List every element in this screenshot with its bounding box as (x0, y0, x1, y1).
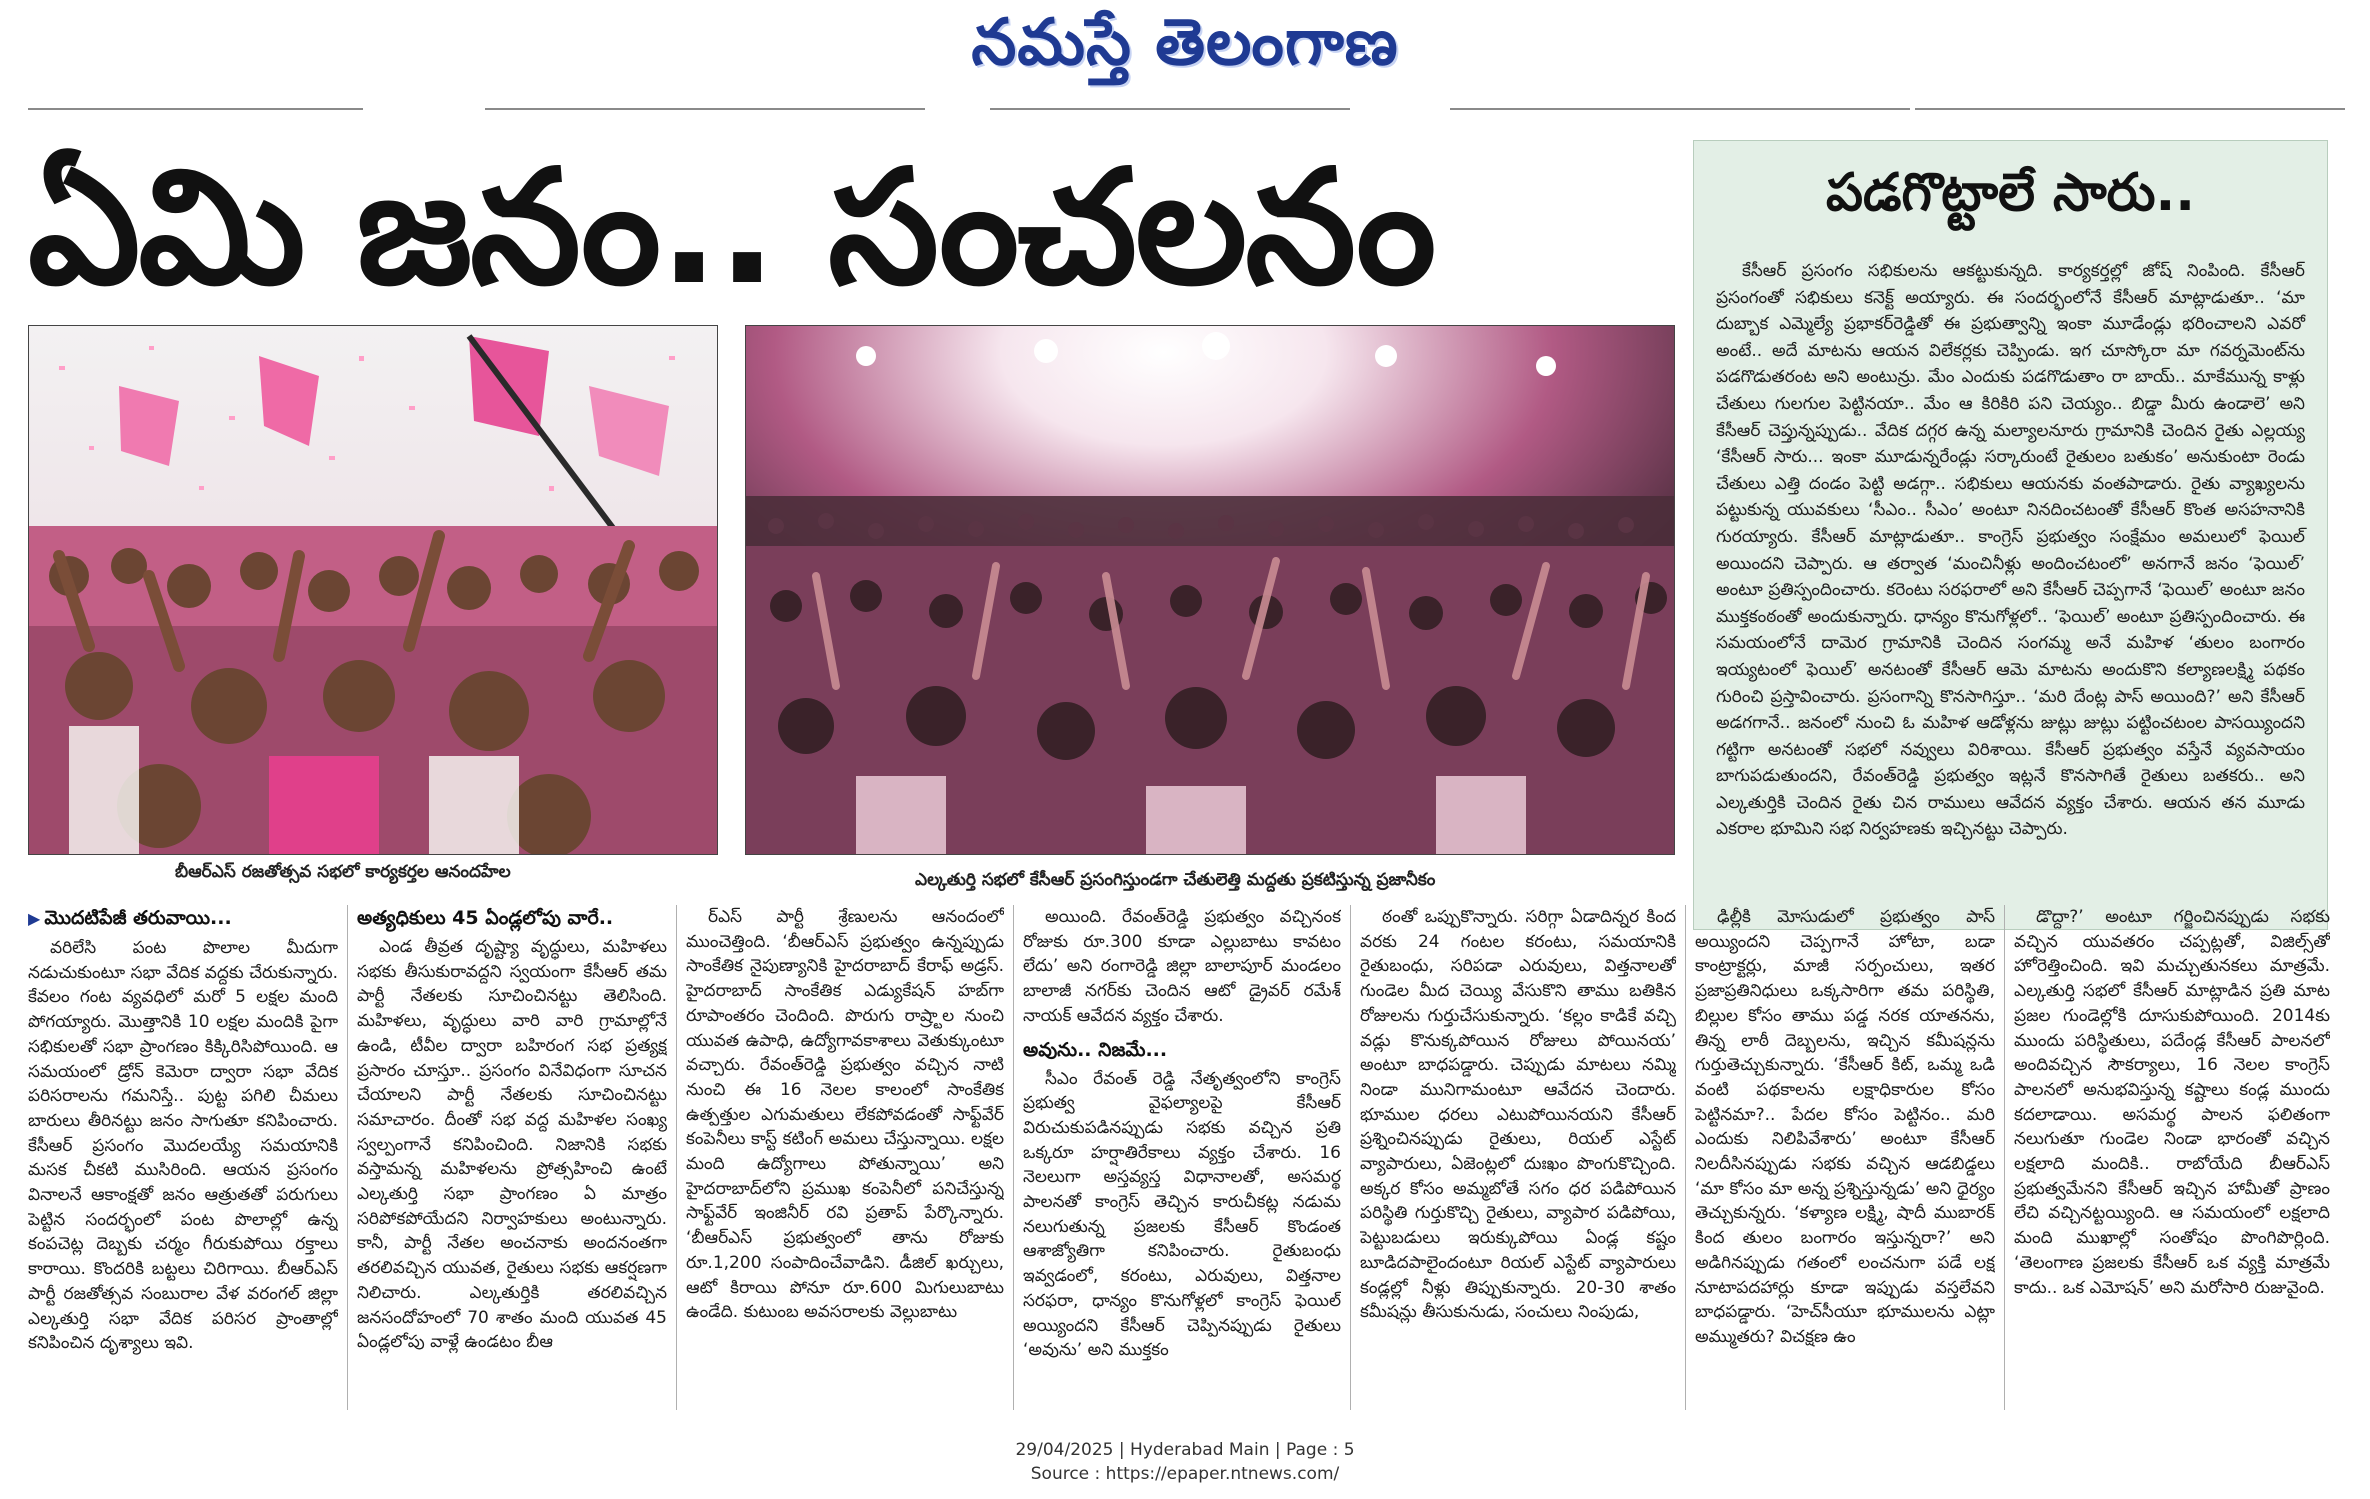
column-text: ఎండ తీవ్రత దృష్ట్యా వృద్ధులు, మహిళలు సభకు తీసుకురావద్దని స్వయంగా కేసీఆర్ తమ పార్టీ నేతలకు సూచించినట్టు తెలిసింది. మహిళలు, వృద్ధులు వారి వారి గ్రామాల్లోనే ఉండి, టీవీల ద్వారా బహిరంగ సభ ప్రత్యక్ష ప్రసారం చూస్తూ.. ప్రసంగం వినేవిధంగా సూచన చేయాలని పార్టీ నేతలకు సూచించినట్టు సమాచారం. దీంతో సభ వద్ద మహిళల సంఖ్య స్వల్పంగానే కనిపించింది. నిజానికి సభకు వస్తామన్న మహిళలను ప్రోత్సహించి ఉంటే ఎల్కతుర్తి సభా ప్రాంగణం ఏ మాత్రం సరిపోకపోయేదని నిర్వాహకులు అంటున్నారు. కానీ, పార్టీ నేతల అంచనాకు అందనంతగా తరలివచ్చిన యువత, రైతులు సభకు ఆకర్షణగా నిలిచారు. ఎల్కతుర్తికి తరలివచ్చిన జనసందోహంలో 70 శాతం మంది యువత 45 ఏండ్లలోపు వాళ్లే ఉండటం బీఆ (357, 937, 667, 1353)
article-column (686, 905, 1004, 1415)
divider (990, 108, 1350, 110)
sidebar-story (1693, 140, 2328, 930)
sidebar-headline: పడగొట్టాలే సారు.. (1826, 163, 2195, 223)
article-column (1695, 905, 1995, 1415)
page-footer-source: Source : https://epaper.ntnews.com/ (1030, 1464, 1340, 1484)
column-text: వరిలేసి పంట పొలాల మీదుగా నడుచుకుంటూ సభా వేదిక వద్దకు చేరుకున్నారు. కేవలం గంట వ్యవధిలో మరో 5 లక్షల మంది పోగయ్యారు. మొత్తానికి 10 లక్షల మందికి పైగా సభికులతో సభా ప్రాంగణం కిక్కిరిసిపోయింది. ఆ సమయంలో డ్రోన్ కెమెరా ద్వారా సభా వేదిక పరిసరాలను గమనిస్తే.. పుట్ట పగిలి చీమలు బారులు తీరినట్టు జనం సాగుతూ కనిపించారు. కేసీఆర్ ప్రసంగం మొదలయ్యే సమయానికి మసక చీకటి ముసిరింది. ఆయన ప్రసంగం వినాలనే ఆకాంక్షతో జనం ఆత్రుతతో పరుగులు పెట్టిన సందర్భంలో పంట పొలాల్లో ఉన్న కంపచెట్ల దెబ్బకు చర్మం గీరుకుపోయి రక్తాలు కారాయి. కొందరికి బట్టలు చిరిగాయి. బీఆర్ఎస్ పార్టీ రజతోత్సవ సంబురాల వేళ వరంగల్ జిల్లా ఎల్కతుర్తి సభా వేదిక పరిసర ప్రాంతాల్లో కనిపించిన దృశ్యాలు ఇవి. (28, 938, 338, 1354)
subhead-text: మొదటిపేజీ తరువాయి... (44, 907, 232, 929)
column-divider (1685, 905, 1686, 1410)
main-headline: ఏమి జనం.. సంచలనం (28, 136, 1435, 320)
column-divider (1013, 905, 1014, 1410)
article-column (1023, 905, 1341, 1415)
page-footer-date: 29/04/2025 | Hyderabad Main | Page : 5 (1015, 1440, 1355, 1460)
night-rally-crowd-image (746, 326, 1674, 854)
divider (1450, 108, 1910, 110)
column-subhead: అవును.. నిజమే... (1023, 1038, 1168, 1061)
divider (485, 108, 925, 110)
photo-night-rally-crowd (745, 325, 1675, 855)
article-column (1360, 905, 1676, 1415)
column-text: సీఎం రేవంత్ రెడ్డి నేతృత్వంలోని కాంగ్రెస్ ప్రభుత్వ వైఫల్యాలపై కేసీఆర్ విరుచుకుపడినప్పుడు సభకు వచ్చిన ప్రతి ఒక్కరూ హర్షాతిరేకాలు వ్యక్తం చేశారు. 16 నెలలుగా అస్తవ్యస్త విధానాలతో, అసమర్థ పాలనతో కాంగ్రెస్ తెచ్చిన కారుచీకట్ల నడుమ నలుగుతున్న ప్రజలకు కేసీఆర్ కొండంత ఆశాజ్యోతిగా కనిపించారు. రైతుబంధు ఇవ్వడంలో, కరంటు, ఎరువులు, విత్తనాల సరఫరా, ధాన్యం కొనుగోళ్లలో కాంగ్రెస్ ఫెయిల్ అయ్యిందని కేసీఆర్ చెప్పినప్పుడు రైతులు ‘అవును’ అని ముక్తకం (1023, 1068, 1341, 1361)
column-divider (2004, 905, 2005, 1410)
column-text: ఢిల్లీకి మోసుడులో ప్రభుత్వం పాస్ అయ్యిందని చెప్పగానే హోటా, బడా కాంట్రాక్టర్లు, మాజీ సర్పంచులు, ఇతర ప్రజాప్రతినిధులు ఒక్కసారిగా తమ పరిస్థితి, బిల్లుల కోసం తాము పడ్డ నరక యాతనను, తిన్న లాఠీ దెబ్బలను, ఇచ్చిన కమీషన్లను గుర్తుతెచ్చుకున్నారు. ‘కేసీఆర్ కిట్, ఒమ్మ ఒడి వంటి పథకాలను లక్షాధికారుల కోసం పెట్టినమా?.. పేదల కోసం పెట్టినం.. మరి ఎందుకు నిలిపివేశారు’ అంటూ కేసీఆర్ నిలదీసినప్పుడు సభకు వచ్చిన ఆడబిడ్డలు ‘మా కోసం మా అన్న ప్రశ్నిస్తున్నడు’ అని ధైర్యం తెచ్చుకున్నరు. ‘కళ్యాణ లక్ష్మి, షాదీ ముబారక్ కింద తులం బంగారం ఇస్తున్నరా?’ అని అడిగినప్పుడు గతంలో లంచనుగా పడే లక్ష నూటాపదహార్లు కూడా ఇప్పుడు వస్తలేవని బాధపడ్డారు. ‘హెచ్‌సీయూ భూములను ఎట్లా అమ్ముతరు? విచక్షణ ఉం (1695, 907, 1995, 1347)
article-column (2014, 905, 2330, 1415)
article-column (357, 905, 667, 1415)
column-subhead: అత్యధికులు 45 ఏండ్లలోపు వారే.. (357, 907, 614, 929)
column-text: ఠంతో ఒప్పుకొన్నారు. సరిగ్గా ఏడాదిన్నర కింద వరకు 24 గంటల కరంటు, సమయానికి రైతుబంధు, సరిపడా ఎరువులు, విత్తనాలతో గుండెల మీద చెయ్యి వేసుకొని తాము బతికిన రోజులను గుర్తుచేసుకున్నారు. ‘కల్లం కాడికే వచ్చి వడ్లు కొనుక్కపోయిన రోజులు పోయినయ’ అంటూ బాధపడ్డారు. చెప్పుడు మాటలు నమ్మి నిండా మునిగామంటూ ఆవేదన చెందారు. భూముల ధరలు ఎటుపోయినయని కేసీఆర్ ప్రశ్నించినప్పుడు రైతులు, రియల్ ఎస్టేట్ వ్యాపారులు, ఏజెంట్లలో దుఃఖం పొంగుకొచ్చింది. అక్కర కోసం అమ్మబోతే సగం ధర పడిపోయిన పరిస్థితి గుర్తుకొచ్చి రైతులు, వ్యాపార పడిపోయి, పెట్టుబడులు ఇరుక్కుపోయి ఏండ్ల కష్టం బూడిదపాలైందంటూ రియల్ ఎస్టేట్ వ్యాపారులు కండ్లల్లో నీళ్లు తిప్పుకున్నారు. 20-30 శాతం కమీషన్లు తీసుకునుడు, సంచులు నింపుడు, (1360, 907, 1676, 1323)
photo-caption: ఎల్కతుర్తి సభలో కేసీఆర్ ప్రసంగిస్తుండగా చేతులెత్తి మద్దతు ప్రకటిస్తున్న ప్రజానీకం (915, 870, 1436, 890)
masthead (0, 0, 2370, 100)
column-text: అయింది. రేవంత్‌రెడ్డి ప్రభుత్వం వచ్చినంక రోజుకు రూ.300 కూడా ఎల్లుబాటు కావటం లేదు’ అని రంగారెడ్డి జిల్లా బాలాపూర్ మండలం బాలాజీ నగర్‌కు చెందిన ఆటో డ్రైవర్ రమేశ్ నాయక్ ఆవేదన వ్యక్తం చేశారు. (1023, 907, 1341, 1026)
column-divider (676, 905, 677, 1410)
newspaper-logo: నమస్తే తెలంగాణ (971, 5, 1399, 80)
sidebar-body: కేసీఆర్ ప్రసంగం సభికులను ఆకట్టుకున్నది. కార్యకర్తల్లో జోష్ నింపింది. కేసీఆర్ ప్రసంగంతో సభికులు కనెక్ట్ అయ్యారు. ఈ సందర్భంలోనే కేసీఆర్ మాట్లాడుతూ.. ‘మా దుబ్బాక ఎమ్మెల్యే ప్రభాకర్‌రెడ్డితో ఈ ప్రభుత్వాన్ని ఇంకా మూడేండ్లు భరించాలని ఎవరో అంటే.. అదే మాటను ఆయన విలేకర్లకు చెప్పిండు. ఇగ చూస్కోరా మా గవర్నమెంట్‌ను పడగొడుతరంట అని అంటున్రు. మేం ఎందుకు పడగొడుతాం రా బాయ్.. మాకేమున్న కాళ్లు చేతులు గులగుల పెట్టినయా.. మేం ఆ కిరికిరి పని చెయ్యం.. బిడ్డా మీరు ఉండాలె’ అని కేసీఆర్ చెప్తున్నప్పుడు.. వేదిక దగ్గర ఉన్న మల్యాలనూరు గ్రామానికి చెందిన రైతు ఎల్లయ్య ‘కేసీఆర్ సారు... ఇంకా మూడున్నరేండ్లు సర్కారుంటే రైతులం బతుకం’ అనుకుంటా రెండు చేతులు ఎత్తి దండం పెట్టి అడగ్గా.. సభికులు ఆయనకు వంతపాడారు. రైతు వ్యాఖ్యలను పట్టుకున్న యువకులు ‘సీఎం.. సీఎం’ అంటూ నినదించటంతో కేసీఆర్ కొంత అసహనానికి గురయ్యారు. కేసీఆర్ మాట్లాడుతూ.. కాంగ్రెస్ ప్రభుత్వం సంక్షేమం అమలులో ఫెయిల్ అయిందని చెప్పారు. ఆ తర్వాత ‘మంచినీళ్లు అందించటంలో’ అనగానే జనం ‘ఫెయిల్’ అంటూ ప్రతిస్పందించారు. కరెంటు సరఫరాలో అని కేసీఆర్ చెప్పగానే ‘ఫెయిల్’ అంటూ జనం ముక్తకంఠంతో అందుకున్నారు. ధాన్యం కొనుగోళ్లలో.. ‘ఫెయిల్’ అంటూ ప్రతిస్పందించారు. ఈ సమయంలోనే దామెర గ్రామానికి చెందిన సంగమ్మ అనే మహిళ ‘తులం బంగారం ఇయ్యటంలో ఫెయిల్’ అనటంతో కేసీఆర్ ఆమె మాటను అందుకొని కల్యాణలక్ష్మి పథకం గురించి ప్రస్తావించారు. ప్రసంగాన్ని కొనసాగిస్తూ.. ‘మరి దేంట్ల పాస్ అయింది?’ అని కేసీఆర్ అడగగానే.. జనంలో నుంచి ఓ మహిళ ఆడోళ్లను జుట్లు జుట్లు పట్టించటంల పాసయ్యిందని గట్టిగా అనటంతో సభలో నవ్వులు విరిశాయి. కేసీఆర్ ప్రభుత్వం వస్తేనే వ్యవసాయం బాగుపడుతుందని, రేవంత్‌రెడ్డి ప్రభుత్వం ఇట్లనే కొనసాగితే రైతులు బతకరు.. అని ఎల్కతుర్తికి చెందిన రైతు చిన రాములు ఆవేదన వ్యక్తం చేశారు. ఆయన తన మూడు ఎకరాల భూమిని సభ నిర్వహణకు ఇచ్చినట్టు చెప్పారు. (1716, 261, 2305, 840)
column-divider (1350, 905, 1351, 1410)
column-divider (347, 905, 348, 1410)
crowd-celebration-image (29, 326, 717, 854)
divider (28, 108, 363, 110)
chevron-right-icon: ▶ (28, 909, 41, 928)
photo-crowd-celebration (28, 325, 718, 855)
column-text: ర్ఎస్ పార్టీ శ్రేణులను ఆనందంలో ముంచెత్తింది. ‘బీఆర్ఎస్ ప్రభుత్వం ఉన్నప్పుడు సాంకేతిక నైపుణ్యానికి హైదరాబాద్ కేరాఫ్ అడ్రస్. హైదరాబాద్ సాంకేతిక ఎడ్యుకేషన్ హబ్‌గా రూపాంతరం చెందింది. పొరుగు రాష్ర్టాల నుంచి యువత ఉపాధి, ఉద్యోగావకాశాలు వెతుక్కుంటూ వచ్చారు. రేవంత్‌రెడ్డి ప్రభుత్వం వచ్చిన నాటి నుంచి ఈ 16 నెలల కాలంలో సాంకేతిక ఉత్పత్తుల ఎగుమతులు లేకపోవడంతో సాఫ్ట్‌వేర్ కంపెనీలు కాస్ట్ కటింగ్ అమలు చేస్తున్నాయి. లక్షల మంది ఉద్యోగాలు పోతున్నాయి’ అని హైదరాబాద్‌లోని ప్రముఖ కంపెనీలో పనిచేస్తున్న సాఫ్ట్‌వేర్ ఇంజినీర్ రవి ప్రతాప్ పేర్కొన్నారు. ‘బీఆర్ఎస్ ప్రభుత్వంలో తాను రోజుకు రూ.1,200 సంపాదించేవాడిని. డీజిల్ ఖర్చులు, ఆటో కిరాయి పోనూ రూ.600 మిగులుబాటు ఉండేది. కుటుంబ అవసరాలకు వెల్లుబాటు (686, 907, 1004, 1323)
divider (1915, 108, 2345, 110)
photo-caption: బీఆర్ఎస్ రజతోత్సవ సభలో కార్యకర్తల ఆనందహేల (175, 862, 511, 882)
column-subhead (28, 905, 338, 932)
article-column (28, 905, 338, 1415)
column-text: డొద్దా?’ అంటూ గర్జించినప్పుడు సభకు వచ్చిన యువతరం చప్పట్లతో, విజిల్స్‌తో హోరెత్తించింది. ఇవి మచ్చుతునకలు మాత్రమే. ఎల్కతుర్తి సభలో కేసీఆర్ మాట్లాడిన ప్రతి మాట ప్రజల గుండెల్లోకి దూసుకుపోయింది. 2014కు ముందు పరిస్థితులు, పదేండ్ల కేసీఆర్ పాలనలో అందివచ్చిన సౌకర్యాలు, 16 నెలల కాంగ్రెస్ పాలనలో అనుభవిస్తున్న కష్టాలు కండ్ల ముందు కదలాడాయి. అసమర్థ పాలన ఫలితంగా నలుగుతూ గుండెల నిండా భారంతో వచ్చిన లక్షలాది మందికి.. రాబోయేది బీఆర్ఎస్ ప్రభుత్వమేనని కేసీఆర్ ఇచ్చిన హామీతో ప్రాణం లేచి వచ్చినట్టయ్యింది. ఆ సమయంలో లక్షలాది మంది ముఖాల్లో సంతోషం పొంగిపొర్లింది. ‘తెలంగాణ ప్రజలకు కేసీఆర్ ఒక వ్యక్తి మాత్రమే కాదు.. ఒక ఎమోషన్’ అని మరోసారి రుజువైంది. (2014, 907, 2330, 1298)
